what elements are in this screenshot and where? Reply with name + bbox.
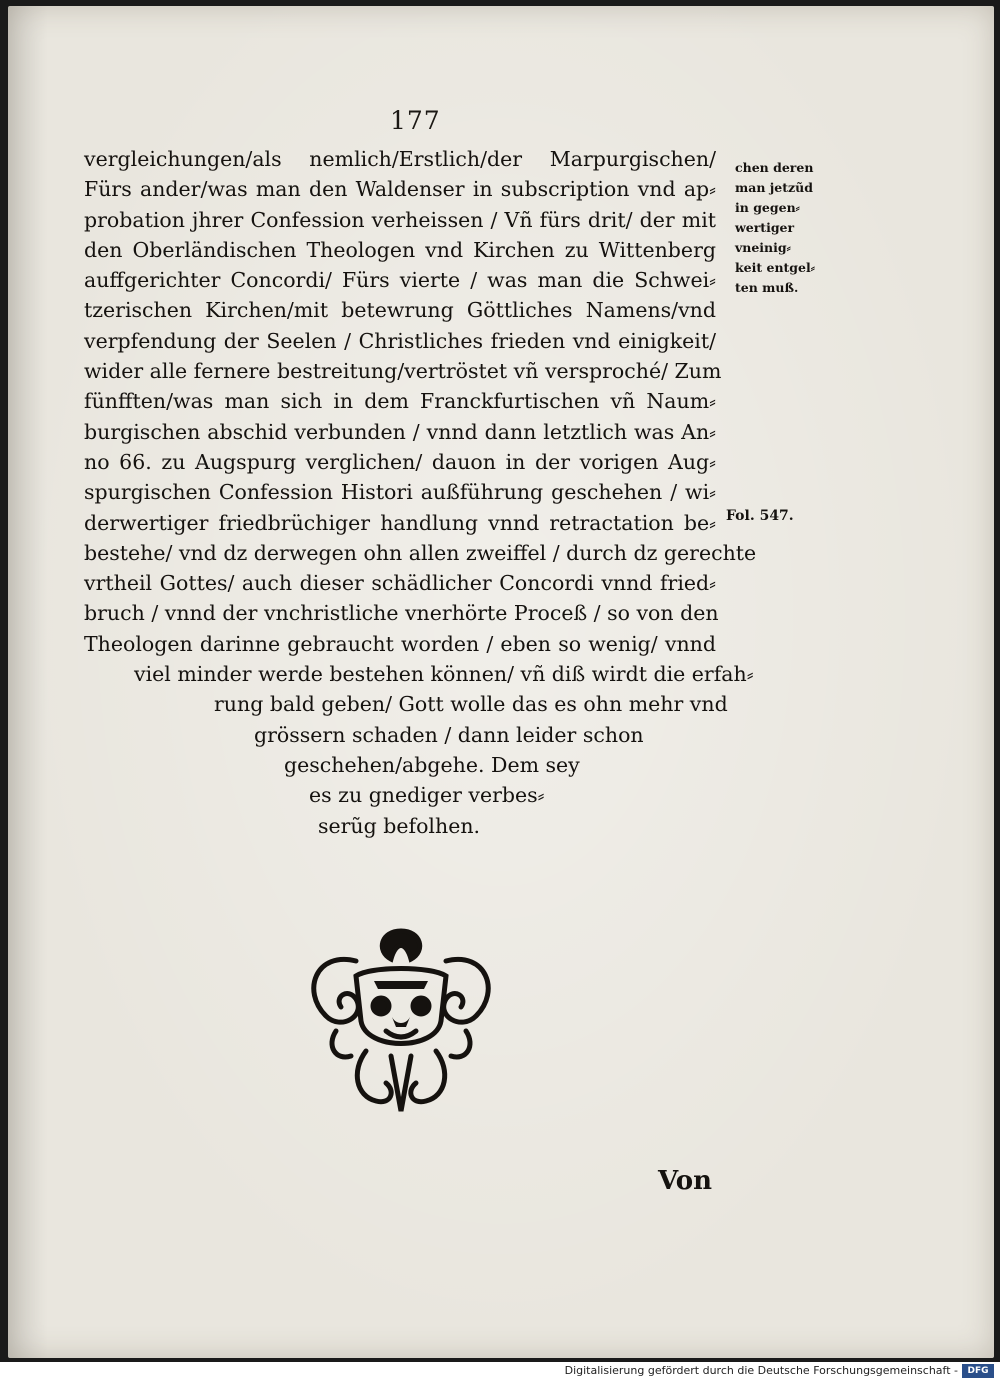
footer-bar (0, 1362, 1000, 1381)
margin-note-line: vneinig⸗ (735, 240, 791, 255)
text-line: es zu gnediger verbes⸗ (309, 783, 545, 808)
text-line: Fürs ander/was man den Waldenser in subscription vnd ap⸗ (84, 177, 716, 202)
catchword: Von (658, 1166, 713, 1196)
margin-note (735, 158, 845, 298)
text-line: no 66. zu Augspurg verglichen/ dauon in der vorigen Aug⸗ (84, 449, 716, 474)
text-line: probation jhrer Confession verheissen / Vñ fürs drit/ der mit (84, 207, 716, 232)
text-line: Theologen darinne gebraucht worden / eben so wenig/ vnnd (84, 631, 716, 656)
printer-ornament (296, 921, 506, 1121)
text-line: wider alle fernere bestreitung/vertröstet vñ versproché/ Zum (84, 359, 722, 384)
text-line: verpfendung der Seelen / Christliches frieden vnd einigkeit/ (84, 328, 716, 353)
footer-credit: Digitalisierung gefördert durch die Deutsche Forschungsgemeinschaft - (564, 1364, 958, 1377)
text-line: derwertiger friedbrüchiger handlung vnnd retractation be⸗ (84, 510, 716, 535)
margin-note-line: keit entgel⸗ (735, 260, 815, 275)
dfg-logo: DFG (962, 1364, 994, 1378)
text-line: viel minder werde bestehen können/ vñ diß wirdt die erfah⸗ (134, 662, 754, 687)
text-line: geschehen/abgehe. Dem sey (284, 752, 580, 777)
text-line: spurgischen Confession Histori außführung geschehen / wi⸗ (84, 480, 716, 505)
text-line: burgischen abschid verbunden / vnnd dann letztlich was An⸗ (84, 419, 716, 444)
text-line: tzerischen Kirchen/mit betewrung Göttliches Namens/vnd (84, 298, 716, 323)
page-number: 177 (390, 106, 441, 135)
margin-note-line: man jetzũd (735, 180, 813, 195)
main-text-block (84, 144, 757, 841)
margin-note-line: ten muß. (735, 280, 799, 295)
text-line: den Oberländischen Theologen vnd Kirchen zu Wittenberg (84, 237, 716, 262)
book-page (8, 6, 994, 1358)
text-line: fünfften/was man sich in dem Franckfurtischen vñ Naum⸗ (84, 389, 716, 414)
text-line: vergleichungen/als nemlich/Erstlich/der Marpurgischen/ (84, 147, 716, 171)
text-line: grössern schaden / dann leider schon (254, 722, 644, 747)
text-line: rung bald geben/ Gott wolle das es ohn mehr vnd (214, 692, 728, 717)
text-line: auffgerichter Concordi/ Fürs vierte / was man die Schwei⸗ (84, 268, 716, 293)
margin-note-line: chen deren (735, 160, 814, 175)
text-line: bruch / vnnd der vnchristliche vnerhörte Proceß / so von den (84, 601, 719, 626)
margin-note-line: wertiger (735, 220, 795, 235)
text-line: vrtheil Gottes/ auch dieser schädlicher Concordi vnnd fried⸗ (84, 571, 716, 596)
text-line: bestehe/ vnd dz derwegen ohn allen zweiffel / durch dz gerechte (84, 540, 757, 565)
margin-note-line: in gegen⸗ (735, 200, 800, 215)
text-line: serũg befolhen. (317, 813, 481, 838)
folio-reference: Fol. 547. (726, 508, 794, 524)
